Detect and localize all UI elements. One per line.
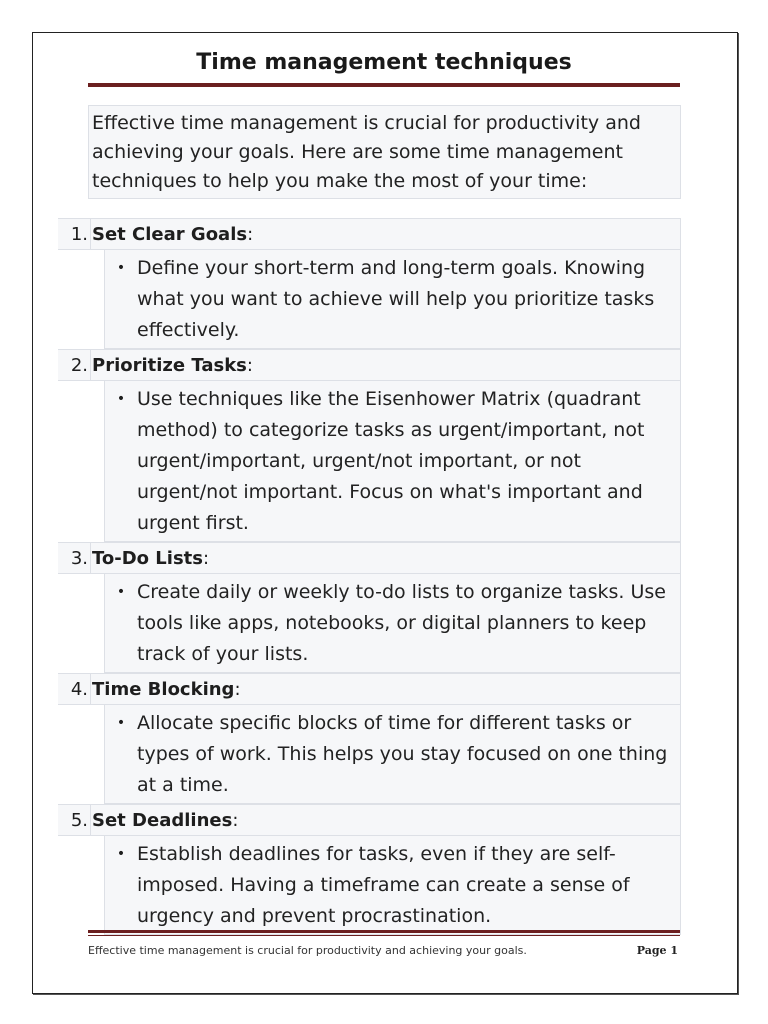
item-heading-suffix: :	[202, 548, 210, 569]
item-detail	[104, 381, 681, 542]
footer-rule	[88, 930, 680, 933]
list-item-heading-row	[58, 218, 681, 250]
list-item-heading-row	[58, 673, 681, 705]
item-heading	[90, 673, 681, 705]
item-number: 3.	[58, 542, 90, 574]
item-heading-bold: Set Deadlines	[92, 810, 233, 831]
list-item-heading-row	[58, 804, 681, 836]
item-detail	[104, 705, 681, 804]
footer-rule-thin	[88, 935, 680, 936]
item-heading-bold: Set Clear Goals	[92, 224, 248, 245]
item-heading-bold: Prioritize Tasks	[92, 355, 247, 376]
item-heading-suffix: :	[247, 224, 254, 245]
item-number: 1.	[58, 218, 90, 250]
item-heading	[90, 542, 681, 574]
item-detail-text: Define your short-term and long-term goals. Knowing what you want to achieve will help you prioritize tasks effectively.	[137, 257, 655, 341]
page-number: Page 1	[636, 944, 678, 957]
intro-paragraph: Effective time management is crucial for productivity and achieving your goals. Here are some time management techniques to help you make the most of your time:	[88, 105, 681, 199]
item-detail-text: Use techniques like the Eisenhower Matrix (quadrant method) to categorize tasks as urgent/important, not urgent/important, urgent/not important, or not urgent/not important. Focus on what's important and urgent first.	[137, 388, 645, 534]
techniques-list	[58, 218, 681, 935]
list-item-heading-row	[58, 349, 681, 381]
title-rule	[88, 83, 680, 87]
list-item	[58, 673, 681, 804]
item-heading-bold: To-Do Lists	[92, 548, 203, 569]
item-detail-text: Create daily or weekly to-do lists to organize tasks. Use tools like apps, notebooks, or digital planners to keep track of your lists.	[137, 581, 666, 665]
list-item	[58, 804, 681, 935]
bullet-icon: •	[116, 584, 126, 600]
bullet-icon: •	[116, 391, 126, 407]
list-item	[58, 349, 681, 542]
item-heading-suffix: :	[246, 355, 253, 376]
item-detail	[104, 836, 681, 935]
item-heading-bold: Time Blocking	[92, 679, 235, 700]
list-item-heading-row	[58, 542, 681, 574]
item-heading	[90, 218, 681, 250]
item-heading-suffix: :	[234, 679, 241, 700]
list-item	[58, 542, 681, 673]
item-heading-suffix: :	[232, 810, 239, 831]
bullet-icon: •	[116, 715, 126, 731]
bullet-icon: •	[116, 846, 126, 862]
item-detail-text: Establish deadlines for tasks, even if they are self-imposed. Having a timeframe can create a sense of urgency and prevent procrastination.	[137, 843, 630, 927]
item-number: 4.	[58, 673, 90, 705]
list-item	[58, 218, 681, 349]
footer-text: Effective time management is crucial for productivity and achieving your goals.	[88, 944, 527, 957]
bullet-icon: •	[116, 260, 126, 276]
item-heading	[90, 804, 681, 836]
item-detail	[104, 250, 681, 349]
item-detail-text: Allocate specific blocks of time for different tasks or types of work. This helps you stay focused on one thing at a time.	[137, 712, 668, 796]
item-heading	[90, 349, 681, 381]
document-title: Time management techniques	[196, 50, 572, 75]
item-number: 2.	[58, 349, 90, 381]
item-detail	[104, 574, 681, 673]
item-number: 5.	[58, 804, 90, 836]
